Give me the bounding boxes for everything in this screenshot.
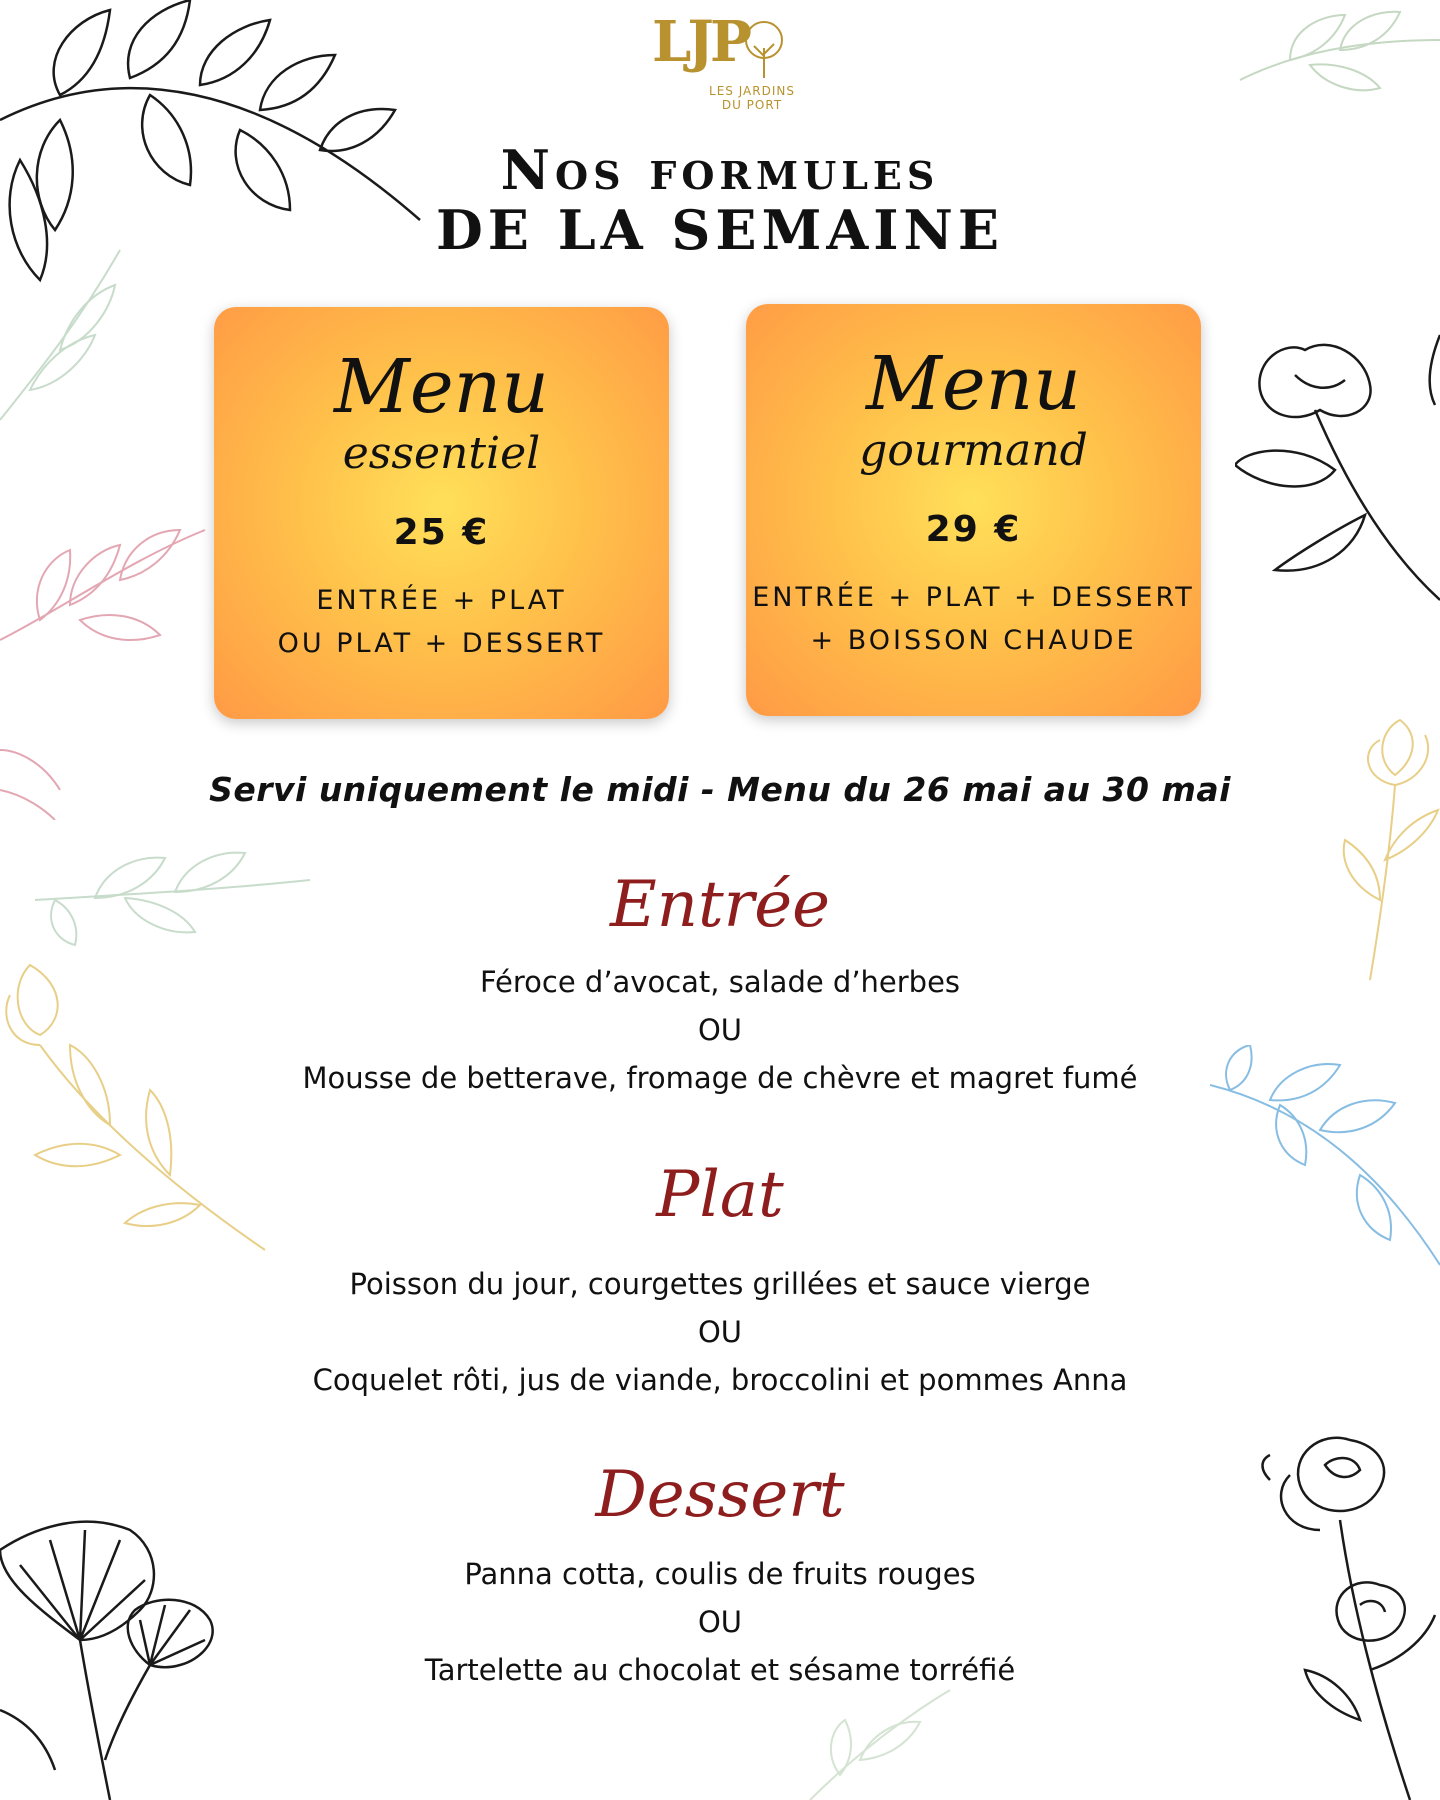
dish-list — [0, 1550, 1440, 1694]
menu-card-label: Menu — [334, 344, 549, 430]
dish-or: OU — [697, 1315, 743, 1349]
dish-list — [0, 1260, 1440, 1404]
menu-card-price: 25 € — [393, 512, 490, 553]
dish-option-1: Féroce d’avocat, salade d’herbes — [479, 965, 961, 999]
section-dessert — [0, 1460, 1440, 1694]
logo-name: LES JARDINS DU PORT — [709, 84, 795, 112]
served-note: Servi uniquement le midi - Menu du 26 mai au 30 mai — [209, 770, 1231, 809]
dish-option-2: Tartelette au chocolat et sésame torréfié — [424, 1653, 1016, 1687]
dish-list — [0, 958, 1440, 1102]
menu-card-essentiel — [214, 307, 669, 719]
page-title-line-2: DE LA SEMAINE — [435, 198, 1005, 262]
menu-card-name: gourmand — [859, 425, 1088, 476]
tree-icon — [740, 18, 788, 78]
page-title-line-1: Nos formules — [500, 138, 940, 202]
menu-card-gourmand — [746, 304, 1201, 716]
menu-card-label: Menu — [866, 341, 1081, 427]
dish-or: OU — [697, 1605, 743, 1639]
page-title — [0, 140, 1440, 260]
menu-card-name: essentiel — [342, 428, 541, 479]
section-title: Dessert — [595, 1458, 845, 1532]
green-leaf-branch-top-right-icon — [1230, 0, 1440, 110]
dish-option-2: Mousse de betterave, fromage de chèvre et magret fumé — [302, 1061, 1138, 1095]
restaurant-logo — [652, 9, 795, 112]
dish-option-2: Coquelet rôti, jus de viande, broccolini et pommes Anna — [312, 1363, 1128, 1397]
green-leaf-branch-bottom-icon — [800, 1680, 960, 1800]
menu-card-description: ENTRÉE + PLAT + DESSERT + BOISSON CHAUDE — [752, 582, 1195, 656]
dish-or: OU — [697, 1013, 743, 1047]
menu-card-description: ENTRÉE + PLAT OU PLAT + DESSERT — [277, 585, 606, 659]
menu-card-price: 29 € — [925, 509, 1022, 550]
dish-option-1: Panna cotta, coulis de fruits rouges — [464, 1557, 976, 1591]
dish-option-1: Poisson du jour, courgettes grillées et sauce vierge — [349, 1267, 1091, 1301]
section-title: Entrée — [610, 868, 830, 942]
section-plat — [0, 1160, 1440, 1404]
black-flower-right-icon — [1235, 330, 1440, 610]
logo-monogram: LJP — [652, 9, 748, 75]
section-title: Plat — [656, 1158, 784, 1232]
section-entree — [0, 870, 1440, 1102]
green-leaf-branch-left-icon — [0, 230, 130, 430]
